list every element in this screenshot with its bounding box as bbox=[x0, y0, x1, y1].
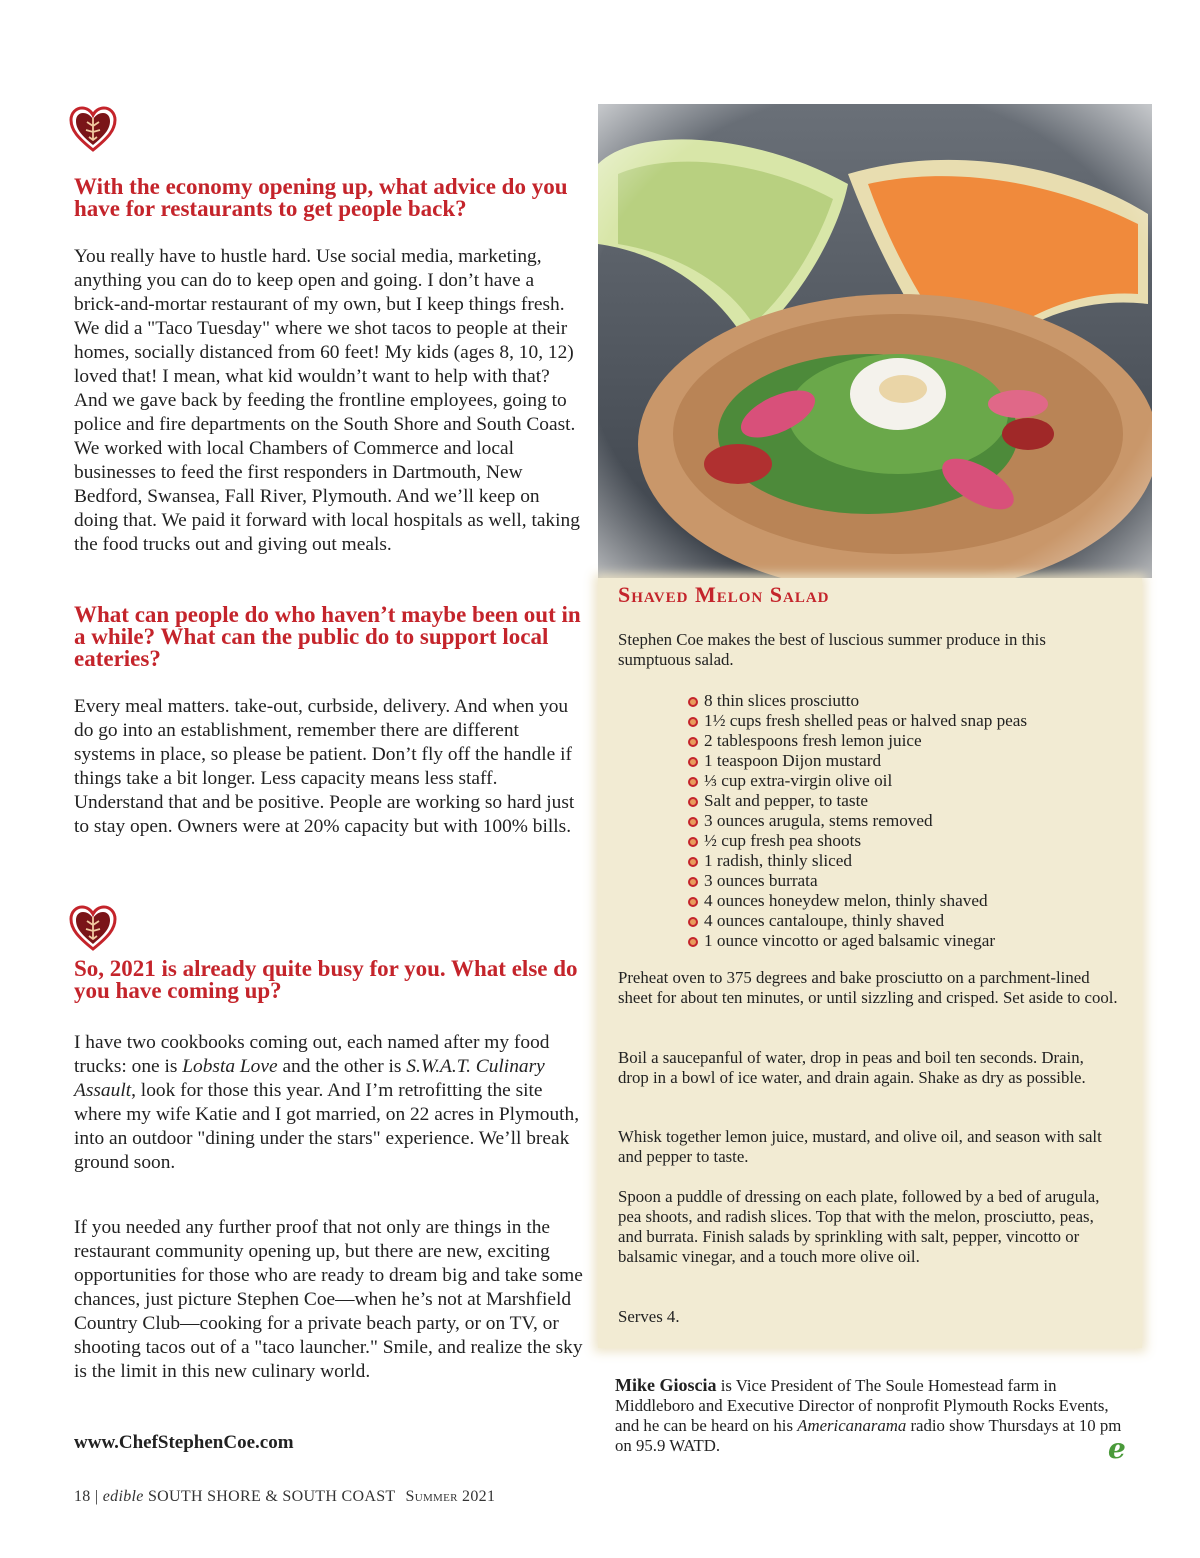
bullet-icon bbox=[688, 777, 698, 787]
list-item: 3 ounces burrata bbox=[688, 871, 1027, 891]
list-item: 2 tablespoons fresh lemon juice bbox=[688, 731, 1027, 751]
recipe-step: Whisk together lemon juice, mustard, and olive oil, and season with salt and pepper to taste. bbox=[618, 1127, 1102, 1166]
ingredient-list bbox=[688, 691, 1027, 951]
author-bio: Mike Gioscia is Vice President of The Soule Homestead farm in Middleboro and Executive Director of nonprofit Plymouth Rocks Events, and he can be heard on his Americanarama radio show Thursdays at 10 pm on 95.9 WATD. bbox=[615, 1375, 1122, 1455]
author-name: Mike Gioscia bbox=[615, 1375, 717, 1395]
list-item: 1 ounce vincotto or aged balsamic vinegar bbox=[688, 931, 1027, 951]
list-item: 4 ounces cantaloupe, thinly shaved bbox=[688, 911, 1027, 931]
issue-season: Summer 2021 bbox=[405, 1488, 496, 1505]
list-item: 3 ounces arugula, stems removed bbox=[688, 811, 1027, 831]
recipe-intro: Stephen Coe makes the best of luscious summer produce in this sumptuous salad. bbox=[618, 630, 1046, 669]
lobster-heart-icon bbox=[68, 104, 118, 154]
bullet-icon bbox=[688, 737, 698, 747]
question-heading: With the economy opening up, what advice do you have for restaurants to get people back? bbox=[74, 174, 568, 221]
bullet-icon bbox=[688, 877, 698, 887]
list-item: 1½ cups fresh shelled peas or halved snap peas bbox=[688, 711, 1027, 731]
answer-paragraph: You really have to hustle hard. Use social media, marketing, anything you can do to keep open and going. I don’t have a brick-and-mortar restaurant of my own, but I keep things fresh. We did a "Taco Tuesday" where we shot tacos to people at their homes, socially distanced from 60 feet! My kids (ages 8, 10, 12) loved that! I mean, what kid wouldn’t want to help with that? And we gave back by feeding the frontline employees, going to police and fire departments on the South Shore and South Coast. We worked with local Chambers of Commerce and local businesses to feed the first responders in Dartmouth, New Bedford, Swansea, Fall River, Plymouth. And we’ll keep on doing that. We paid it forward with local hospitals as well, taking the food trucks out and giving out meals. bbox=[74, 246, 580, 555]
page-number: 18 bbox=[74, 1488, 91, 1505]
bullet-icon bbox=[688, 797, 698, 807]
list-item: 1 teaspoon Dijon mustard bbox=[688, 751, 1027, 771]
recipe-servings: Serves 4. bbox=[618, 1307, 680, 1326]
show-title: Americanarama bbox=[797, 1416, 907, 1435]
website-link[interactable]: www.ChefStephenCoe.com bbox=[74, 1432, 294, 1453]
edible-logo-icon: e bbox=[1108, 1432, 1126, 1465]
book-title: S.W.A.T. Culinary Assault bbox=[74, 1056, 545, 1101]
recipe-step: Preheat oven to 375 degrees and bake prosciutto on a parchment-lined sheet for about ten minutes, or until sizzling and crisped. Set aside to cool. bbox=[618, 968, 1118, 1007]
list-item: 8 thin slices prosciutto bbox=[688, 691, 1027, 711]
page-footer: 18 | edible SOUTH SHORE & SOUTH COAST Summer 2021 bbox=[74, 1488, 496, 1505]
recipe-step: Spoon a puddle of dressing on each plate, followed by a bed of arugula, pea shoots, and radish slices. Top that with the melon, prosciutto, peas, and burrata. Finish salads by sprinkling with salt, pepper, vincotto or balsamic vinegar, and a touch more olive oil. bbox=[618, 1187, 1100, 1266]
closing-paragraph: If you needed any further proof that not only are things in the restaurant community opening up, but there are new, exciting opportunities for those who are ready to dream big and take some chances, just picture Stephen Coe—when he’s not at Marshfield Country Club—cooking for a private beach party, or on TV, or shooting tacos out of a "taco launcher." Smile, and realize the sky is the limit in this new culinary world. bbox=[74, 1217, 583, 1382]
book-title: Lobsta Love bbox=[182, 1056, 278, 1077]
question-heading: So, 2021 is already quite busy for you. What else do you have coming up? bbox=[74, 956, 578, 1003]
bullet-icon bbox=[688, 857, 698, 867]
bullet-icon bbox=[688, 837, 698, 847]
bullet-icon bbox=[688, 817, 698, 827]
answer-paragraph: I have two cookbooks coming out, each named after my food trucks: one is Lobsta Love and the other is S.W.A.T. Culinary Assault, look for those this year. And I’m retrofitting the site where my wife Katie and I got married, on 22 acres in Plymouth, into an outdoor "dining under the stars" experience. We’ll break ground soon. bbox=[74, 1032, 580, 1173]
lobster-heart-icon bbox=[68, 903, 118, 953]
salad-photo bbox=[598, 104, 1152, 578]
recipe-title: Shaved Melon Salad bbox=[618, 582, 830, 607]
question-heading: What can people do who haven’t maybe been out in a while? What can the public do to support local eateries? bbox=[74, 602, 581, 671]
bullet-icon bbox=[688, 697, 698, 707]
list-item: ½ cup fresh pea shoots bbox=[688, 831, 1027, 851]
recipe-step: Boil a saucepanful of water, drop in peas and boil ten seconds. Drain, drop in a bowl of ice water, and drain again. Shake as dry as possible. bbox=[618, 1048, 1086, 1087]
list-item: Salt and pepper, to taste bbox=[688, 791, 1027, 811]
list-item: 4 ounces honeydew melon, thinly shaved bbox=[688, 891, 1027, 911]
answer-paragraph: Every meal matters. take-out, curbside, delivery. And when you do go into an establishment, remember there are different systems in place, so please be patient. Don’t fly off the handle if things take a bit longer. Less capacity means less staff. Understand that and be positive. People are working so hard just to stay open. Owners were at 20% capacity but with 100% bills. bbox=[74, 696, 575, 837]
publication-name: edible bbox=[102, 1488, 144, 1505]
recipe-box bbox=[598, 578, 1142, 1348]
bullet-icon bbox=[688, 917, 698, 927]
bullet-icon bbox=[688, 717, 698, 727]
bullet-icon bbox=[688, 937, 698, 947]
list-item: ⅓ cup extra-virgin olive oil bbox=[688, 771, 1027, 791]
list-item: 1 radish, thinly sliced bbox=[688, 851, 1027, 871]
bullet-icon bbox=[688, 757, 698, 767]
bullet-icon bbox=[688, 897, 698, 907]
